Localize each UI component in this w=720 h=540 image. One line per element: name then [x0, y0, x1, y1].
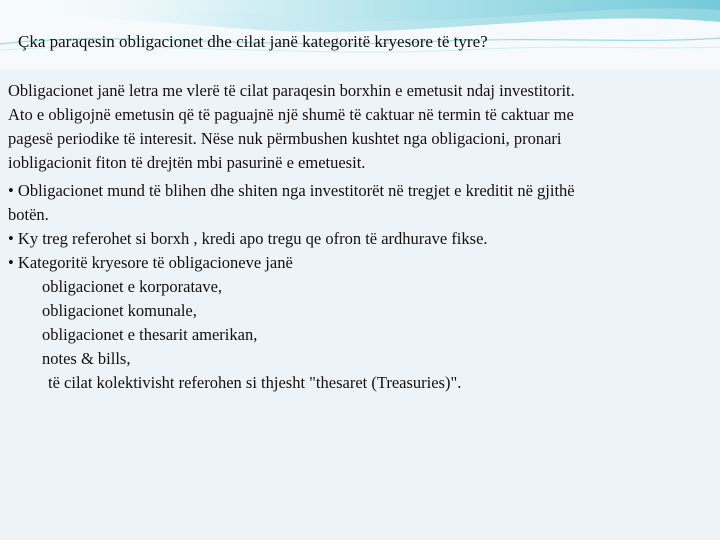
- intro-line: iobligacionit fiton të drejtën mbi pasurinë e emetuesit.: [8, 153, 366, 172]
- slide-title: Çka paraqesin obligacionet dhe cilat janë kategoritë kryesore të tyre?: [18, 32, 488, 51]
- bullet-list: [8, 179, 713, 395]
- bullet-item-markets-cont: botën.: [8, 205, 49, 224]
- category-item: obligacionet komunale,: [42, 301, 197, 320]
- slide-body: [8, 79, 713, 395]
- intro-line: Ato e obligojnë emetusin që të paguajnë një shumë të caktuar në termin të caktuar me: [8, 105, 574, 124]
- bullet-item-markets: • Obligacionet mund të blihen dhe shiten nga investitorët në tregjet e kreditit në gjithë: [8, 181, 575, 200]
- category-item: obligacionet e thesarit amerikan,: [42, 325, 258, 344]
- intro-line: pagesë periodike të interesit. Nëse nuk përmbushen kushtet nga obligacioni, pronari: [8, 129, 562, 148]
- bullet-item-categories: • Kategoritë kryesore të obligacioneve janë: [8, 253, 293, 272]
- intro-paragraph: [8, 79, 713, 175]
- category-item: notes & bills,: [42, 349, 131, 368]
- bullet-item-debt-market: • Ky treg referohet si borxh , kredi apo tregu qe ofron të ardhurave fikse.: [8, 229, 488, 248]
- category-item: obligacionet e korporatave,: [42, 277, 223, 296]
- intro-line: Obligacionet janë letra me vlerë të cilat paraqesin borxhin e emetusit ndaj investitorit.: [8, 81, 575, 100]
- closing-line: të cilat kolektivisht referohen si thjesht "thesaret (Treasuries)".: [48, 373, 462, 392]
